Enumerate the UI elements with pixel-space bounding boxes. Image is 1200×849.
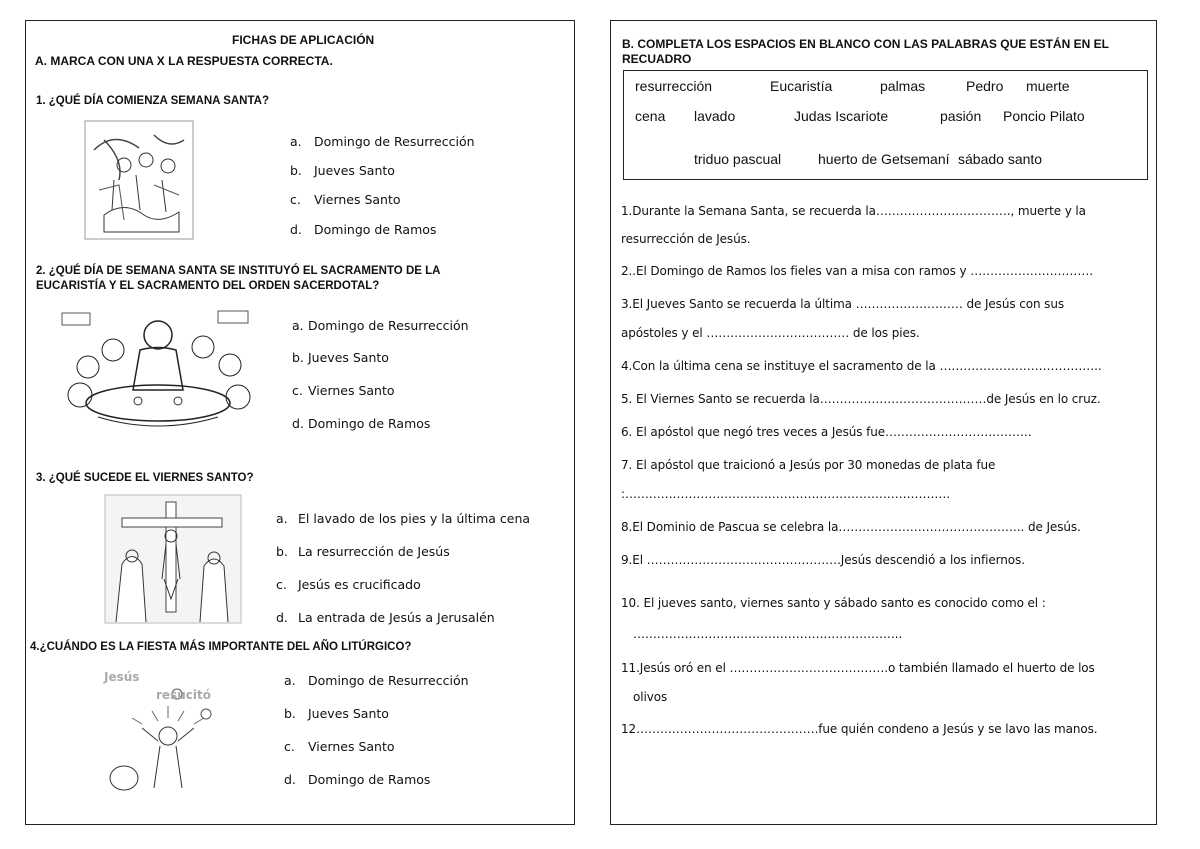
- option-text: Jueves Santo: [308, 706, 389, 721]
- resurrection-illustration: [102, 666, 230, 794]
- section-a-heading: A. MARCA CON UNA X LA RESPUESTA CORRECTA.: [35, 54, 333, 68]
- sentence-10-line-2: …………………………………………………………..: [633, 627, 903, 641]
- option-text: Viernes Santo: [308, 739, 395, 754]
- word-bank-item: palmas: [880, 78, 926, 94]
- q1-option-a[interactable]: [290, 134, 475, 149]
- q2-option-d[interactable]: [292, 416, 430, 431]
- option-text: Jueves Santo: [308, 350, 389, 365]
- option-letter: a.: [290, 134, 302, 149]
- sentence-9: 9.El ………………………………………….Jesús descendió a los infiernos.: [621, 553, 1025, 567]
- crucifixion-illustration: [104, 494, 242, 624]
- sentence-2: 2..El Domingo de Ramos los fieles van a misa con ramos y ………………………….: [621, 264, 1093, 278]
- sentence-6: 6. El apóstol que negó tres veces a Jesús fue……………………………….: [621, 425, 1032, 439]
- word-bank-item: Judas Iscariote: [794, 108, 889, 124]
- option-letter: a.: [276, 511, 288, 526]
- option-text: Domingo de Ramos: [314, 222, 437, 237]
- option-letter: c.: [292, 383, 303, 398]
- q4-option-c[interactable]: [284, 739, 395, 754]
- option-text: Jueves Santo: [314, 163, 395, 178]
- q3-option-c[interactable]: [276, 577, 421, 592]
- sentence-4: 4.Con la última cena se instituye el sacramento de la …………………………………..: [621, 359, 1102, 373]
- word-bank-item: sábado santo: [958, 151, 1043, 167]
- question-2-line-2: EUCARISTÍA Y EL SACRAMENTO DEL ORDEN SACERDOTAL?: [36, 280, 380, 292]
- sentence-3-line-1: 3.El Jueves Santo se recuerda la última ……………………… de Jesús con sus: [621, 297, 1064, 311]
- sentence-5: 5. El Viernes Santo se recuerda la……………………………………de Jesús en lo cruz.: [621, 392, 1101, 406]
- option-text: El lavado de los pies y la última cena: [298, 511, 531, 526]
- option-letter: b.: [284, 706, 296, 721]
- option-letter: b.: [290, 163, 302, 178]
- word-bank-item: pasión: [940, 108, 982, 124]
- option-letter: c.: [284, 739, 295, 754]
- option-text: Domingo de Resurrección: [314, 134, 475, 149]
- word-bank-item: huerto de Getsemaní: [818, 151, 950, 167]
- sentence-1-line-1: 1.Durante la Semana Santa, se recuerda la……………………………., muerte y la: [621, 204, 1086, 218]
- option-text: Jesús es crucificado: [298, 577, 421, 592]
- word-bank-item: triduo pascual: [694, 151, 782, 167]
- q1-option-c[interactable]: [290, 192, 401, 207]
- option-letter: a.: [284, 673, 296, 688]
- q2-option-a[interactable]: [292, 318, 469, 333]
- option-letter: a.: [292, 318, 304, 333]
- question-1: 1. ¿QUÉ DÍA COMIENZA SEMANA SANTA?: [36, 95, 269, 107]
- palm-sunday-illustration: [84, 120, 194, 240]
- option-text: Viernes Santo: [314, 192, 401, 207]
- image-caption-jesus: Jesús: [104, 670, 140, 684]
- question-3: 3. ¿QUÉ SUCEDE EL VIERNES SANTO?: [36, 472, 254, 484]
- option-text: Domingo de Ramos: [308, 416, 431, 431]
- q4-option-a[interactable]: [284, 673, 469, 688]
- option-text: Domingo de Resurrección: [308, 318, 469, 333]
- word-bank-item: Poncio Pilato: [1003, 108, 1085, 124]
- image-caption-resucito: resucitó: [156, 688, 211, 702]
- sentence-12: 12……………………………………….fue quién condeno a Jesús y se lavo las manos.: [621, 722, 1098, 736]
- sentence-3-line-2: apóstoles y el ……………………………… de los pies.: [621, 326, 920, 340]
- sentence-1-line-2: resurrección de Jesús.: [621, 232, 751, 246]
- q1-option-b[interactable]: [290, 163, 395, 178]
- q3-option-d[interactable]: [276, 610, 495, 625]
- q4-option-d[interactable]: [284, 772, 430, 787]
- word-bank-item: resurrección: [635, 78, 713, 94]
- q3-option-a[interactable]: [276, 511, 530, 526]
- section-b-heading-line-2: RECUADRO: [622, 52, 692, 66]
- option-letter: b.: [276, 544, 288, 559]
- q4-option-b[interactable]: [284, 706, 389, 721]
- q2-option-b[interactable]: [292, 350, 389, 365]
- option-text: Domingo de Ramos: [308, 772, 431, 787]
- question-4: 4.¿CUÁNDO ES LA FIESTA MÁS IMPORTANTE DEL AÑO LITÚRGICO?: [30, 641, 412, 653]
- sentence-11-line-2: olivos: [633, 690, 668, 704]
- word-bank-item: Pedro: [966, 78, 1004, 94]
- word-bank-item: lavado: [694, 108, 736, 124]
- q2-option-c[interactable]: [292, 383, 395, 398]
- option-letter: d.: [292, 416, 304, 431]
- sentence-11-line-1: 11.Jesús oró en el ………………………………….o también llamado el huerto de los: [621, 661, 1095, 675]
- option-letter: d.: [284, 772, 296, 787]
- sentence-10-line-1: 10. El jueves santo, viernes santo y sábado santo es conocido como el :: [621, 596, 1046, 610]
- option-letter: d.: [276, 610, 288, 625]
- word-bank-item: cena: [635, 108, 666, 124]
- option-letter: b.: [292, 350, 304, 365]
- last-supper-illustration: [58, 305, 258, 435]
- option-text: La resurrección de Jesús: [298, 544, 450, 559]
- option-letter: c.: [290, 192, 301, 207]
- sentence-7-line-1: 7. El apóstol que traicionó a Jesús por 30 monedas de plata fue: [621, 458, 996, 472]
- question-2-line-1: 2. ¿QUÉ DÍA DE SEMANA SANTA SE INSTITUYÓ EL SACRAMENTO DE LA: [36, 265, 441, 277]
- option-letter: d.: [290, 222, 302, 237]
- q1-option-d[interactable]: [290, 222, 436, 237]
- resurrection-drawing: [102, 666, 230, 794]
- word-bank-item: muerte: [1026, 78, 1070, 94]
- word-bank-item: Eucaristía: [770, 78, 833, 94]
- option-letter: c.: [276, 577, 287, 592]
- page-title: FICHAS DE APLICACIÓN: [232, 33, 375, 47]
- option-text: La entrada de Jesús a Jerusalén: [298, 610, 495, 625]
- sentence-8: 8.El Dominio de Pascua se celebra la……………………………………….. de Jesús.: [621, 520, 1081, 534]
- section-b-heading-line-1: B. COMPLETA LOS ESPACIOS EN BLANCO CON LAS PALABRAS QUE ESTÁN EN EL: [622, 37, 1109, 51]
- sentence-7-line-2: :……………………………………………………………………….: [621, 487, 950, 501]
- option-text: Viernes Santo: [308, 383, 395, 398]
- option-text: Domingo de Resurrección: [308, 673, 469, 688]
- q3-option-b[interactable]: [276, 544, 450, 559]
